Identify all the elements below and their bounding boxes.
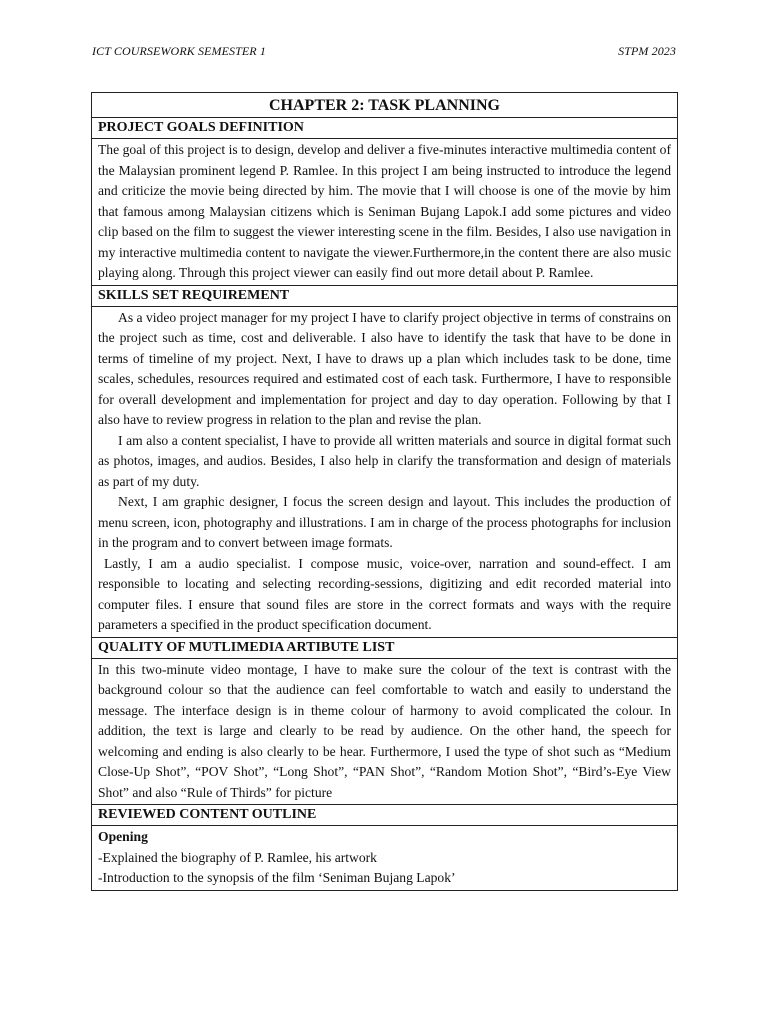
quality-paragraph: In this two-minute video montage, I have to make sure the colour of the text is contrast with the background colour so that the audience can feel comfortable to watch and easily to understand the message. The interface design is in theme colour of harmony to avoid complicated the colour. In addition, the text is large and clearly to be read by audience. On the other hand, the speech for welcoming and ending is also clearly to be hear. Furthermore, I used the type of shot such as “Medium Close-Up Shot”, “POV Shot”, “Long Shot”, “PAN Shot”, “Random Motion Shot”, “Bird’s-Eye View Shot” and also “Rule of Thirds” for picture [98,661,671,800]
task-planning-table [91,92,678,891]
header-exam-label: STPM 2023 [618,44,676,58]
outline-line: -Explained the biography of P. Ramlee, his artwork [98,849,377,865]
goals-heading: PROJECT GOALS DEFINITION [92,117,677,138]
chapter-title: CHAPTER 2: TASK PLANNING [269,97,500,114]
outline-line: -Introduction to the synopsis of the film ‘Seniman Bujang Lapok’ [98,870,456,885]
skills-paragraph-manager: As a video project manager for my project I have to clarify project objective in terms of constrains on the project such as time, cost and deliverable. I also have to identify the task that have to be done in terms of timeline of my project. Next, I have to draws up a plan which includes task to be done, time scales, schedules, resources required and estimated cost of each task. Furthermore, I have to responsible for overall development and implementation for project and day to day operation. Following by that I also have to review progress in relation to the plan and revise the plan. [98,309,671,427]
quality-heading: QUALITY OF MUTLIMEDIA ARTIBUTE LIST [92,637,677,658]
goals-paragraph: The goal of this project is to design, develop and deliver a five-minutes interactive multimedia content of the Malaysian prominent legend P. Ramlee. In this project I am being instructed to introduce the legend and criticize the movie being directed by him. The movie that I will choose is one of the movie by him that famous among Malaysian citizens which is Seniman Bujang Lapok.I add some pictures and video clip based on the film to suggest the viewer interesting scene in the film. Besides, I also use navigation in my interactive multimedia content to navigate the viewer.Furthermore,in the content there are also music playing along. Through this project viewer can easily find out more detail about P. Ramlee. [98,142,671,280]
outline-heading: REVIEWED CONTENT OUTLINE [92,804,677,825]
outline-subheading: Opening [98,829,148,844]
page-header [92,44,676,59]
skills-paragraph-graphic: Next, I am graphic designer, I focus the screen design and layout. This includes the production of menu screen, icon, photography and illustrations. I am in charge of the process photographs for inclusion in the program and to convert between image formats. [98,494,671,550]
quality-body [92,658,677,805]
skills-paragraph-content: I am also a content specialist, I have to provide all written materials and source in digital format such as photos, images, and audios. Besides, I also help in clarify the transformation and design of materials as part of my duty. [98,432,671,489]
skills-paragraph-audio: Lastly, I am a audio specialist. I compose music, voice-over, narration and sound-effect. I am responsible to locating and selecting recording-sessions, digitizing and edit recorded material into computer files. I ensure that sound files are store in the correct formats and ways with the require parameters a specified in the product specification document. [98,555,671,632]
goals-body [92,138,677,285]
header-course-label: ICT COURSEWORK SEMESTER 1 [92,44,266,58]
skills-body [92,306,677,637]
skills-heading: SKILLS SET REQUIREMENT [92,285,677,306]
outline-body [92,825,677,890]
